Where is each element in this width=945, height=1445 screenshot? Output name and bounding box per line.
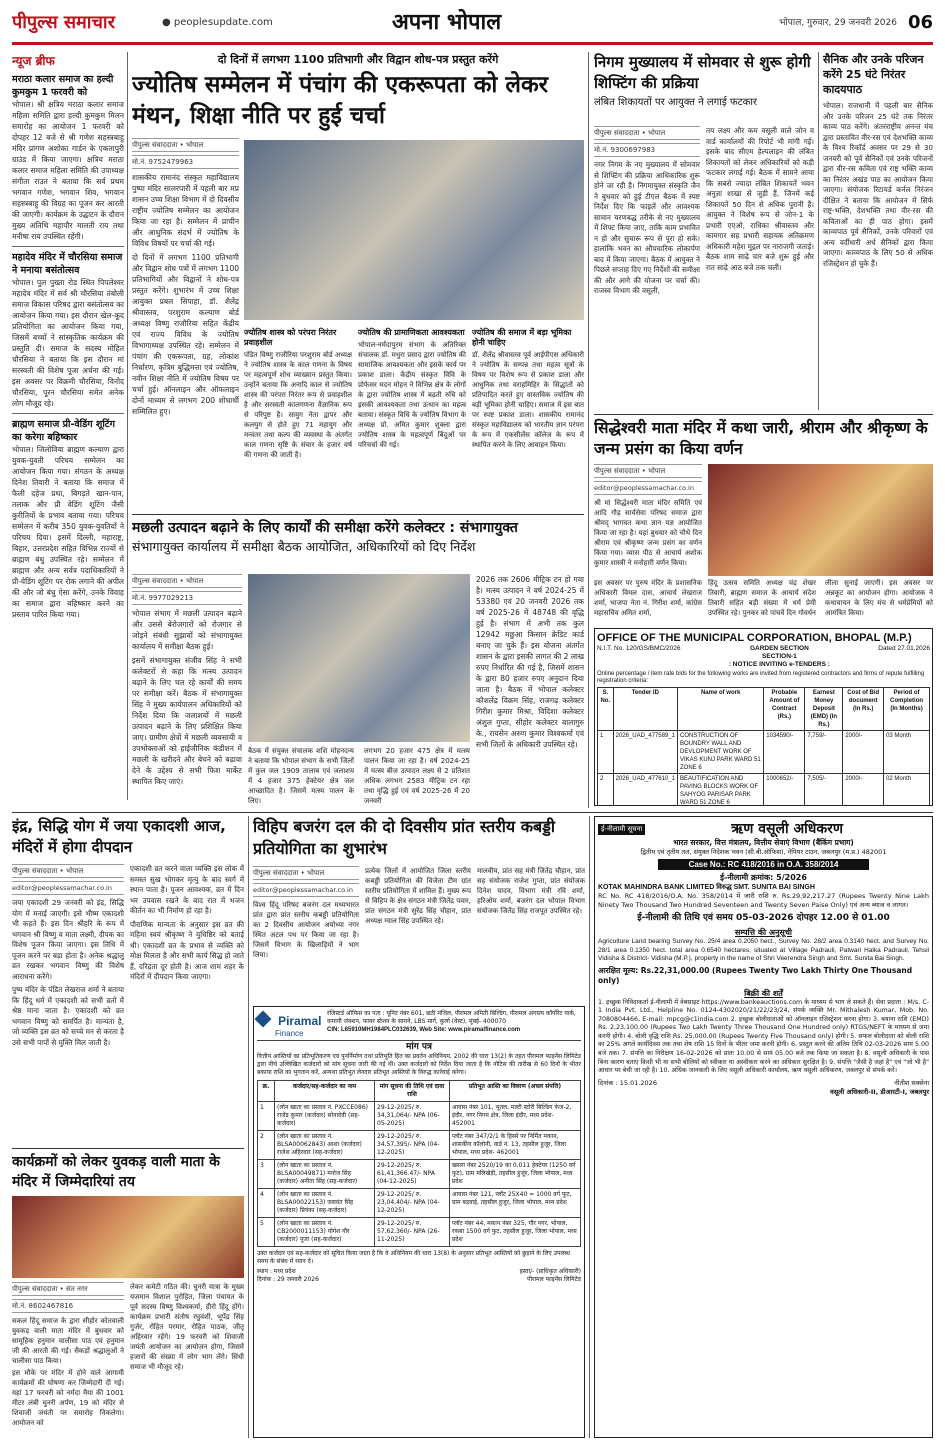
section-rule [12,812,933,813]
brief-body: भोपाल। जिलोविया ब्राह्मण कल्याण द्वारा युवक-युवती परिचय सम्मेलन का आयोजन किया गया। संगठन के अध्यक्ष दिनेश तिवारी ने बताया कि समाज में फैली दहेज प्रथा, बिगड़ते खान-पान, तलाक और प्री वेडिंग शूटिंग जैसी कुरीतियों के प्रभाव बताया गया। परिचय सम्मेलन में करीब 350 युवक-युवतियों ने परिचय दिया। इसमें दिल्ली, महाराष्ट्र, बिहार, उत्तरप्रदेश सहित विभिन्न राज्यों से ब्राह्मण बंधु उपस्थित रहे। सम्मेलन में ब्राह्मण और अन्य सर्वत्र पदाधिकारियों ने प्री-वेडिंग शूटिंग पर रोक लगाने की अपील की और जो बंधु ऐसा करेंगे, उनके विवाह का समाज द्वारा बहिष्कार करने का प्रस्ताव पारित किया गया। [12,445,124,619]
tender-col-header: Tender ID [613,688,677,731]
recovery-sale-no: ई-नीलामी क्रमांक: 5/2026 [720,873,807,882]
article-body: नगर निगम के नए मुख्यालय में सोमवार से शिफ्टिंग की प्रक्रिया आधिकारिक शुरू होने जा रही है। निगमायुक्त संस्कृति जैन ने बुधवार को हुई टीएल बैठक में स्पष्ट निर्देश दिए कि फाइलें और आवश्यक सामान चरणबद्ध तरीके से नए मुख्यालय में शिफ्ट किया जाए, ताकि काम प्रभावित न हो और सुचारू रूप से पूरा हो सके। हालांकि भवन का औपचारिक लोकार्पण बाद में किया जाएगा। बैठक में आयुक्त ने पिछले सप्ताह दिए गए निर्देशों की समीक्षा की और आगे की योजना पर चर्चा की। राजस्व विभाग की वसूली, [594,160,700,295]
recovery-bank: KOTAK MAHINDRA BANK LIMITED विरुद्ध SMT. SUNITA BAI SINGH [598,884,815,891]
photo-caption: बैठक में संयुक्त संचालक शशि मोहनदन्य ने बताया कि भोपाल संभाग के सभी जिलों में कुल जल 1909 तालाब एवं जलाशय में 4 हजार 375 हेक्टेयर क्षेत्र जल आच्छादित है। जिसमें मत्स्य पालन के लिए। [248,747,354,805]
ekadashi-col1 [12,864,124,1146]
table-row: 3 (लोन खाता का प्रस्ताव नं. BLSA00049871) मनोज सिंह (कर्जदार) अनीता सिंह (सह-कर्जदार) 29-12-2025/ रु. 61,41,366.47/- NPA (04-12-2025) खसरा नंबर 2520/19 का 0.011 हेक्टेयर (1250 वर्ग फुट), ग्राम मलिखेड़ी, तहसील हुजूर, जिला भोपाल, मध्य प्रदेश [258,1160,581,1189]
table-row: 1 (लोन खाता का प्रस्ताव नं. PXCCE086) राजेंद्र कुमार (कर्जदार) सोनादेवी (सह-कर्जदार) 29-12-2025/ रु. 34,31,064/- NPA (06-05-2025) आवास नंबर 101, भूतल, मल्टी स्टोरी बिल्डिंग फेज-2, इंदौर, नगर निगम क्षेत्र, जिला इंदौर, मध्य प्रदेश- 452001 [258,1102,581,1131]
website-link[interactable]: ● peoplesupdate.com [162,17,273,28]
email: editor@peoplessamachar.co.in [12,881,124,895]
jyotish-kicker: दो दिनों में लगभग 1100 प्रतिभागी और विद्वान शोध-पत्र प्रस्तुत करेंगे [217,53,499,66]
phone: मो.नं. 9300697983 [594,143,700,157]
conference-photo [244,140,584,320]
masthead [12,8,933,40]
jyotish-caption2 [358,324,466,510]
article-body: तय लक्ष्य और कम वसूली वाले जोन व वार्ड कार्यालयों की रिपोर्ट भी मांगी गई। इसके बाद सीएम हेल्पलाइन की लंबित शिकायतों को लेकर अधिकारियों को कड़ी फटकार लगाई गई। बैठक में सामने आया कि सबसे ज्यादा लंबित शिकायतें भवन अनुज्ञा शाखा से जुड़ी हैं, जिनमें कई शिकायतें 50 दिन से अधिक पुरानी हैं। आयुक्त ने विशेष रूप से जोन-1 के प्रभारी एएओ, राधिका श्रीवास्तव और कामगार सह प्रभारी सहायक अतिक्रमण अधिकारी महेश मुद्गल पर नाराजगी जताई। बैठक शाम साढ़े चार बजे शुरू हुई और रात साढ़े आठ बजे तक चली। [706,126,814,272]
article-body: लेकर कमेटी गठित की। चुनरी यात्रा के मुख्य यजमान विशाल पुरोहित, जिला पंचायत के पूर्व सदस्य विष्णु विश्वकर्मा, हीरो हिंदू होंगे। कार्यक्रम प्रभारी संतोष रघुवंशी, भूपेंद्र सिंह गुर्जर, रोहित परमार, रोहित पाठक, जीतू अहिरवार रहेंगे। 19 फरवरी को शिवाजी जयंती आयोजन का आयोजन होगा, जिसमें हजारों की संख्या में लोग भाग लेंगे। सिंधी समाज भी मौजूद रहे। [130,1283,244,1371]
piramal-logo: Piramal Finance [257,1010,327,1038]
article-body: प्रत्येक जिलों में आयोजित जिला स्तरीय कबड्डी प्रतियोगिता की विजेता टीम ग्रांत स्तरीय प्रतियोगिता में शामिल हैं। मुख्य रूप से विहिप के क्षेत्र संगठन मंत्री जितेंद्र पवार, प्रांत संगठन मंत्री सुरेंद्र सिंह चौहान, प्रांत अध्यक्ष ग्वाल सिंह उपस्थित रहे। [365,867,471,925]
byline: पीपुल्स संवाददाता • संत नगर [12,1282,124,1296]
kabaddi-story [253,816,585,1002]
table-row: 1 2026_UAD_477589_1 CONSTRUCTION OF BOUNDRY WALL AND DEVLOPMENT WORK OF VIKAS KUNJ PARK WARD 51 ZONE 6 1034590/- 7,759/- 2000/- 03 Month [598,731,930,774]
karyakram-col1 [12,1282,124,1438]
tender-table [597,687,930,806]
article-body: दो दिनों में लगभग 1100 प्रतिभागी और विद्वान शोध पत्रों में लगभग 1100 प्रतिभागियों और विद्वानों ने शोध-पत्र प्रस्तुत करेंगे। शुभारंभ में उच्च शिक्षा आयुक्त प्रबल सिपाहा, डॉ. शैलेंद्र श्रीवास्तव, परशुराम कल्याण बोर्ड अध्यक्ष विष्णु राजौरिया सहित केंद्रीय एवं राज्य विविध के ज्योतिष विभागाध्यक्ष उपस्थित रहे। सम्मेलन में पंचांग की एकरूपता, ग्रह, लोकांश निर्धारण, कृत्रिम बुद्धिमत्ता एवं ज्योतिष, नवीन शिक्षा नीति में ज्योतिष विषय पर चर्चा हुई। ऑनलाइन और ऑफलाइन दोनों माध्यम से लगभग 200 शोधार्थी सम्मिलित हुए। [132,253,239,416]
article-body: 2026 तक 2606 मीट्रिक टन हो गया है। मत्स्य उत्पादन ने वर्ष 2024-25 में 53380 एवं 20 जनवरी 2026 तक वर्ष 2025-26 में 48748 की वृद्धि हुई है। संभाग में अभी तक कुल 12942 मछुआ किसान क्रेडिट कार्ड बनाए जा चुके हैं। इस योजना अंतर्गत शासन के द्वारा इसकी लागत की 2 लाख रुपए निर्धारित की गई है, जिसमें शासन के द्वारा 80 हजार रुपए अनुदान दिया जाता है। बैठक में भोपाल कलेक्टर कौशलेंद्र विक्रम सिंह, राजगढ़ कलेक्टर गिरीश कुमार मिश्रा, विदिशा कलेक्टर अंशुल गुप्ता, सीहोर कलेक्टर बालागुरु के., रायसेन अरुण कुमार विश्वकर्मा एवं सभी जिलों के अधिकारी उपस्थित रहे। [476,575,584,749]
tender-col-header: S. No. [598,688,614,731]
article-body: मालवीय, प्रांत सह मंत्री जितेंद्र चौहान, प्रांत सह संयोजक राजेश गुप्ता, प्रांत संयोजक दिनेश यादव, विभाग मंत्री रवि शर्मा, हरिओम शर्मा, बजरंग दल भोपाल विभाग संयोजक जितेंद्र सिंह राजपूत उपस्थित रहे। [477,867,585,915]
ekadashi-col2 [130,864,244,1146]
katha-bottom [594,578,933,624]
article-body: भोपाल संभाग में मछली उत्पादन बढ़ाने और उससे बेरोजगारों को रोजगार से जोड़ने संबंधी सुझावों को संभागायुक्त कार्यालय में समीक्षा बैठक हुई। [132,609,242,651]
column-divider [588,52,589,808]
brief-headline: ब्राह्मण समाज प्री-वेडिंग शूटिंग का करेगा बहिष्कार [12,419,115,443]
auction-tag: ई-नीलामी सूचना [598,824,645,835]
news-brief-tag: न्यूज ब्रीफ [12,54,55,68]
piramal-date: दिनांक : 29 जनवरी 2026 [257,1276,319,1283]
piramal-address: रजिस्टर्ड ऑफिस का पता : यूनिट नंबर 601, छठी मंजिल, पीरामल अमिती बिल्डिंग, पीरामल अगस्त्य कॉर्पोरेट पार्क, कमानी जंक्शन, फायर स्टेशन के सामने, LBS मार्ग, कुर्ला (वेस्ट), मुंबई- 400070 [327,1010,576,1025]
byline: पीपुल्स संवाददाता • भोपाल [132,574,242,588]
tender-intro: Online percentage / item rate bids for the following works are invited from registered contractors and firms of repute fulfilling registration criteria: [597,671,925,684]
piramal-logo-icon [255,1011,272,1028]
phone: मो.नं. 9752479963 [132,155,239,169]
jyotish-headline: ज्योतिष सम्मेलन में पंचांग की एकरूपता को लेकर मंथन, शिक्षा नीति पर हुई चर्चा [132,72,549,129]
recovery-subtitle: भारत सरकार, वित्त मंत्रालय, वित्तीय सेवाएं विभाग (बैंकिंग प्रभाग) [673,838,854,847]
fish-col3 [476,574,584,808]
column-divider [127,52,128,800]
caption-body: पंडित विष्णु राजौरिया परशुराम बोर्ड अध्यक्ष ने ज्योतिष शास्त्र के काल गणना के विषय पर महत्वपूर्ण शोध व्याख्यान प्रस्तुत किया। उन्होंने बताया कि अनादि काल से ज्योतिष शास्त्र की परंपरा निरंतर रूप से प्रवाहशील है और सरस्वती कालगणना वैज्ञानिक रूप से परिपुष्ट है। सायुग नेता द्वापर और कलयुग से होते हुए 71 महायुग और मन्वंतर तथा कल्प की व्यवस्था के अंतर्गत काल गणना सृष्टि के संचार के हजार वर्ष की गणना की जाती है। [244,351,352,459]
phone: मो.नं. 9977029213 [132,591,242,605]
recovery-address: द्वितीय एवं तृतीय तल, संयुक्त निदेशक भवन (सी.बी.ऑफिस), नेपियर टाउन, जबलपुर (म.प्र.) 482001 [640,848,887,856]
property-description: Agriculture Land bearing Survey No. 25/4 area 0.2050 hect., Survey No. 28/2 area 0.3140 hect. and Survey No. 28/1 area 0.1350 hect. total area 0.6540 hectares, situated at Village Padrauli, Patwari Halka Padrauli, Tehsil Vidisha & District- Vidisha (M.P.), property in the name of Shri Veerendra Singh and Smt. Sunita Bai Singh. [598,938,929,962]
table-row: 4 (लोन खाता का प्रस्ताव नं. BLSA00022153) जसवंत सिंह (कर्जदार) प्रियंका (सह-कर्जदार) 29-12-2025/ रु. 23,04,404/- NPA (04-12-2025) आवास नंबर 121, प्लॉट 25X40 = 1000 वर्ग फुट, ग्राम बड़वाई, तहसील हुजूर, जिला भोपाल, मध्य प्रदेश [258,1189,581,1218]
recovery-signatory-name: नीतीश सक्सेना [894,1078,929,1087]
sainik-headline: सैनिक और उनके परिजन करेंगे 25 घंटे निरंतर कादयपाठ [823,53,924,96]
caption-body: भोपाल-नर्मदापुरम संभाग के अतिरिक्त संचालक डॉ. मधुरा प्रसाद द्वारा ज्योतिष की सामाजिक आवश्यकता और इसके कार्य पर प्रकाश डाला। केंद्रीय संस्कृत विवि के प्रोफेसर मदन मोहन ने विभिन्न क्षेत्र के लोगों के द्वारा ज्योतिष शास्त्र में बढ़ती रुचि को इसकी आवश्यकता तथा उत्थान का महत्व बताया। संस्कृत विधि के ज्योतिष विभाग के अध्यक्ष प्रो. अमित कुमार शुक्ला द्वारा ज्योतिष शास्त्र के महत्वपूर्ण बिंदुओं पर परिचर्चा की गई। [358,341,466,449]
article-body: शासकीय रामानंद संस्कृत महाविद्यालय पुष्पा मंदिर सालरपारी में पहली बार मप्र शासन उच्च शिक्षा विभाग में दो दिवसीय राष्ट्रीय ज्योतिष सम्मेलन का आयोजन किया जा रहा है। सम्मेलन में प्राचीन और आधुनिक संदर्भ में ज्योतिष के विविध विषयों पर चर्चा की गई। [132,173,239,248]
kabaddi-col2 [365,866,471,1002]
byline: पीपुल्स संवाददाता • भोपाल [594,464,702,478]
nigam-subheadline: लंबित शिकायतों पर आयुक्त ने लगाई फटकार [594,97,758,108]
property-title: सम्पत्ति की अनुसूची [734,928,792,937]
brief-item [12,73,124,242]
section-rule [594,414,933,415]
dateline: भोपाल, गुरुवार, 29 जनवरी 2026 [779,18,897,28]
kabaddi-col1 [253,866,359,1002]
article-body: जया एकादशी 29 जनवरी को इंद्र, सिद्धि योग में मनाई जाएगी। इसे भीष्म एकादशी भी कहते हैं। इस दिन श्रीहरि के रूप में भगवान श्री विष्णु व माता लक्ष्मी, दीपक का विशेष पूजन किया जाएगा। इस तिथि में पूजन करने पर बड़ा होता है। अनेक श्रद्धालु व्रत रखकर भगवान विष्णु की विशेष आराधना करेंगे। [12,898,124,981]
tender-notice [594,628,933,806]
masthead-rule [12,42,933,45]
recovery-amount: RC No. RC 418/2016/O.A. No. 358/2014 में जारी राशि रु. Rs.29,92,217.27 (Rupees Twenty Nine Lakh Ninety Two Thousand Two Hundred Seventeen and Twenty Seven Paise Only) एवं अन्य ब्याज व लागत। [598,892,929,909]
piramal-title: मांग पत्र [406,1042,432,1052]
karyakram-headline: कार्यक्रमों को लेकर युवकड़ वाली माता के मंदिर में जिम्मेदारियां तय [12,1154,220,1190]
recovery-title: ऋण वसूली अधिकरण [731,821,844,837]
tender-nit: N.I.T. No. 120/GS/BMC/2026 [597,645,681,652]
tender-col-header: Name of work [678,688,764,731]
column-divider [589,816,590,1438]
tender-section: GARDEN SECTION [749,645,809,652]
byline: पीपुल्स संवाददाता • भोपाल [132,138,239,152]
phone: मो.नं. 8602467816 [12,1299,124,1313]
piramal-place: स्थान : मध्य प्रदेश [257,1268,296,1275]
karyakram-story [12,1152,244,1438]
article-body: पौराणिक मान्यता के अनुसार इस व्रत की महिमा स्वयं श्रीकृष्ण ने युधिष्ठिर को बताई थी। एकादशी व्रत के प्रभाव से व्यक्ति को मोक्ष मिलता है और सभी कार्य सिद्ध हो जाते हैं, दरिद्रता दूर होती है। आज शाम शहर के मंदिरों में दीपदान किया जाएगा। [130,919,244,981]
recovery-signatory: वसूली अधिकारी-II, डीआरटी-I, जबलपुर [830,1087,929,1096]
fish-col1 [132,574,242,808]
piramal-signatory: पीरामल फाइनेंस लिमिटेड [527,1276,581,1283]
fish-story [132,518,584,808]
recovery-case: Case No.: RC 418/2016 in O.A. 358/2014 [658,859,869,870]
table-row: 5 (लोन खाता का प्रस्ताव नं. CB2000011153) योगेश गौर (कर्जदार) पूजा (सह-कर्जदार) 29-12-2025/ रु. 57,62,360/- NPA (26-11-2025) प्लॉट नंबर 44, मकान नंबर 325, गौर नगर, भोपाल, रकबा 1500 वर्ग फुट, तहसील हुजूर, जिला भोपाल, मध्य प्रदेश [258,1218,581,1247]
tender-date: Dated 27.01.2026 [878,645,930,652]
column-divider [818,52,819,410]
tender-section2: SECTION-1 [762,653,797,660]
dn-col-header: कर्जदार/सह-कर्जदार का नाम [275,1081,375,1102]
katha-headline: सिद्धेश्वरी माता मंदिर में कथा जारी, श्रीराम और श्रीकृष्ण के जन्म प्रसंग का किया वर्णन [594,419,928,458]
section-rule [12,1148,244,1149]
brief-item [12,418,124,620]
email: editor@peoplessamachar.co.in [253,883,359,897]
jyotish-caption3 [472,324,584,510]
brief-body: भोपाल। श्री क्षत्रिय मराठा कलार समाज महिला समिति द्वारा हल्दी कुमकुम मिलन समारोह का आयोजन 1 फरवरी को दोपहर 12 बजे से श्री गणेश सहस्त्रबाहु मंदिर प्रांगण अशोका गार्डन के एकतापुरी ग्राउंड में किया जाएगा। क्षत्रिय मराठा कलार समाज महिला समिति की उपाध्यक्ष संगीता राउत ने बताया कि सर्व प्रथम भगवान गणेश, भगवान शिव, भगवान सहस्त्रबाहु की विग्रह का पूजन कर आरती की जाएगी। कार्यक्रम के उद्घाटन के दौरान मुख्य अतिथि महापौर मालती राय तथा मनीषा राय उपस्थित रहेंगी। [12,100,124,241]
nigam-headline: निगम मुख्यालय में सोमवार से शुरू होगी शिफ्टिंग की प्रक्रिया [594,53,811,92]
tender-col-header: Earnest Money Deposit (EMD) (In Rs.) [805,688,843,731]
brief-item [12,251,124,409]
logo-text: पीपुल्स समाचार [12,12,115,33]
dn-col-header: प्रतिभूत आस्ति का विवरण (अचल संपत्ति) [450,1081,581,1102]
article-body: लीला सुनाई जाएगी। इस अवसर पर अन्नकूट का आयोजन होगा। आयोजक ने कथावाचन के लिए मंच से धर्मप्रेमियों को आमंत्रित किया। [825,579,933,617]
terms-title: बिक्री की शर्तें [744,988,783,998]
article-body: इसमें संभागायुक्त संजीव सिंह ने सभी कलेक्टरों से कहा कि मत्स्य उत्पादन बढ़ाने के लिए चल रहे कार्यों की समय पर समीक्षा करें। बैठक में संभागायुक्त सिंह ने मुख्य कार्यपालन अधिकारियों को निर्देश दिया कि जलाशयों में मछली उत्पादन बढ़ाने के लिए प्रशिक्षित किया जाए। ग्रामीण क्षेत्रों में मछली व्यवसायी व उपभोक्ताओं को हाईजीनिक कंडीशन में मछली के खरीदने और बेचने को बढ़ावा देने के उद्देश्य से सभी फिश मार्केट स्थापित किए जाएं। [132,656,242,786]
dn-col-header: क्र. [258,1081,275,1102]
demand-notice-table [257,1080,581,1247]
reserve-price: आरक्षित मूल्य: Rs.22,31,000.00 (Rupees Twenty Two Lakh Thirty One Thousand only) [598,965,913,985]
article-body: श्री मां सिद्धेश्वरी माता मंदिर समिति एवं आदि गौड़ सार्वसेवा परिषद समाज द्वारा श्रीमद् भागवत कथा ज्ञान यज्ञ आयोजित किया जा रहा है। यहां बुधवार को चौथे दिन श्रीराम एवं श्रीकृष्ण जन्म प्रसंग का वर्णन किया गया। व्यास पीठ से आचार्य अशोक कुमार शास्त्री ने मनोहारी वर्णन किया। [594,499,702,567]
article-body: लगभग 20 हजार 475 क्षेत्र में मत्स्य पालन किया जा रहा है। वर्ष 2024-25 में मत्स्य बीज उत्पादन लक्ष्य से 2 प्रतिशत अधिक लगभग 2583 मीट्रिक टन रहा तथा वृद्धि हुई एवं वर्ष 2025-26 में 20 जनवरी [364,747,470,805]
table-row: 2 (लोन खाता का प्रस्ताव नं. BLSA00062843) आशा (कर्जदार) राजेश अहिरवार (सह-कर्जदार) 29-12-2025/ रु. 34,57,395/- NPA (04-12-2025) प्लॉट नंबर 347/2/1 के हिस्से पर निर्मित मकान, शासकीय कॉलोनी, वार्ड नं. 13, तहसील हुजूर, जिला भोपाल, मध्य प्रदेश- 462001 [258,1131,581,1160]
piramal-intro: वित्तीय आस्तियों का प्रतिभूतिकरण एवं पुनर्निर्माण तथा प्रतिभूति हित का प्रवर्तन अधिनियम, 2002 की धारा 13(2) के तहत पीरामल फाइनेंस लिमिटेड द्वारा नीचे उल्लिखित कर्जदारों को मांग सूचना जारी की गई थी। उक्त कर्जदारों को निर्देश दिया जाता है कि नोटिस की तारीख से 60 दिनों के भीतर बकाया राशि का भुगतान करें, अन्यथा प्रतिभूत लेनदार प्रतिभूत आस्तियों के विरुद्ध कार्रवाई करेगा। [257,1053,581,1076]
karyakram-col2 [130,1282,244,1438]
article-body: पुष्प मंदिर के पंडित लेखराज शर्मा ने बताया कि हिंदू धर्म में एकादशी को सभी व्रतों में श्रेष्ठ माना जाता है। एकादशी को व्रत भगवान विष्णु को समर्पित है। मान्यता है, जो व्यक्ति इस व्रत को सच्चे मन से करता है उसे सभी पापों से मुक्ति मिल जाती है। [12,985,124,1047]
ekadashi-headline: इंद्र, सिद्धि योग में जया एकादशी आज, मंदिरों में होगा दीपदान [12,817,226,856]
kabaddi-headline: विहिप बजरंग दल की दो दिवसीय प्रांत स्तरीय कबड्डी प्रतियोगिता का शुभारंभ [253,817,556,858]
recovery-notice [594,816,933,1438]
recovery-sign-date: दिनांक : 15.01.2026 [598,1078,657,1087]
column-divider [248,816,249,1438]
article-body: सकल हिंदू समाज के द्वारा सीहोर कोतवाली युवकड़ वाली माता मंदिर में बुधवार को सामूहिक हनुमान चालीसा पाठ एवं हनुमान जी की आरती की गई। सैकड़ों श्रद्धालुओं ने चालीसा पाठ किया। [12,1317,124,1365]
sainik-story [823,52,933,412]
piramal-signatory: हस्ता/- (प्राधिकृत अधिकारी) [519,1268,581,1275]
caption-title: ज्योतिष की समाज में बड़ा भूमिका होनी चाहिए [472,328,572,347]
brief-headline: महादेव मंदिर में चौरसिया समाज ने मनाया बसंतोत्सव [12,252,123,276]
page-number: 06 [907,12,933,33]
fish-subheadline: संभागायुक्त कार्यालय में समीक्षा बैठक आयोजित, अधिकारियों को दिए निर्देश [132,539,476,554]
brief-body: भोपाल। पुल पुख्ता रोड स्थित पिपलेश्वर महादेव मंदिर में सर्व श्री चौरसिया तंबोली समाज विकास परिषद द्वारा बसंतोत्सव का आयोजन किया गया। इस दौरान खेल-कूद प्रतियोगिता का आयोजन किया गया, जिसमें बच्चों ने सांस्कृतिक कार्यक्रम की प्रस्तुति दी। समाज के सदस्य मोहित चौरसिया ने बताया कि इस दौरान मां सरस्वती की विशेष पूजा अर्चना की गई। इस अवसर पर विक्रमी चौरसिया, विनोद चौरसिया, पूरन चौरसिया समेत अनेक लोग मौजूद रहे। [12,278,124,408]
article-body: इस अवसर पर पुरुष मंदिर के प्रशासनिक अधिकारी विमल दास, आचार्य लेखराज शर्मा, भाजपा नेता नं. गिरीश शर्मा, कांग्रेस महासचिव अमित शर्मा, [594,579,702,617]
section-rule [132,514,584,515]
section-title: अपना भोपाल [392,10,502,35]
byline: पीपुल्स संवाददाता • भोपाल [594,126,700,140]
nigam-col1 [594,126,700,412]
caption-title: ज्योतिष की प्रामाणिकता आवश्यकता [358,328,465,337]
auction-terms: 1. इच्छुक निविदाकर्ता ई-नीलामी में वेबसाइट https://www.bankeauctions.com के माध्यम से भाग ले सकते हैं। सेवा प्रदाता : M/s. C-1 India Pvt. Ltd., Helpline No. 0124-4302020/21/22/23/24, संपर्क व्यक्ति Mr. Mithalesh Kumar, Mob. No. 7080804466, E-mail: mpcg@c1india.com 2. इच्छुक बोलीदाताओं को ऑनलाइन रजिस्ट्रेशन करना होगा। 3. बयाना राशि (EMD) Rs. 2,23,100.00 (Rupees Two Lakh Twenty Three Thousand One Hundred only) RTGS/NEFT के माध्यम से जमा करनी होगी। 4. बोली वृद्धि राशि Rs. 25,000.00 (Rupees Twenty Five Thousand only) होगी। 5. सफल बोलीदाता को बोली राशि का 25% अगले कार्यदिवस तक तथा शेष राशि 15 दिनों के भीतर जमा करनी होगी। 6. प्रस्तुत करने की अंतिम तिथि 02-03-2026 सायं 5.00 बजे तक। 7. संपत्ति का निरीक्षण 16-02-2026 को प्रातः 10.00 से सायं 05.00 बजे तक किया जा सकता है। 8. वसूली अधिकारी के पास बिना कारण बताए किसी भी या सभी बोलियों को स्वीकार या अस्वीकार करने का अधिकार सुरक्षित है। 9. संपत्ति "जैसी है जहां है" एवं "जो भी है" आधार पर बेची जा रही है। 10. अधिक जानकारी के लिए वसूली अधिकारी कार्यालय, ऋण वसूली अधिकरण, जबलपुर से संपर्क करें। [598,998,929,1075]
byline: पीपुल्स संवाददाता • भोपाल [253,866,359,880]
piramal-cin: CIN: L65910MH1984PLC032639, Web Site: www.piramalfinance.com [327,1027,521,1033]
tender-col-header: Probable Amount of Contract (Rs.) [764,688,805,731]
kabaddi-col3 [477,866,585,1002]
byline: पीपुल्स संवाददाता • भोपाल [12,864,124,878]
jyotish-story [132,52,584,510]
article-body: इस मौके पर मंदिर में होने वाले आगामी कार्यक्रमों की घोषणा कर जिम्मेदारी दी गई। यहां 17 फरवरी को नर्मदा मैया की 1001 मीटर लंबी चुनरी अर्पण, 19 को मंदिर से शिवाजी जयंती पर समारोह निकलेगा। आयोजन को [12,1369,124,1427]
meeting-photo [248,574,470,742]
temple-photo [12,1196,244,1278]
katha-photo [708,464,933,576]
ekadashi-story [12,816,244,1146]
globe-icon: ● [162,17,171,28]
jyotish-caption1 [244,324,352,510]
piramal-notice [253,1006,585,1438]
fish-headline: मछली उत्पादन बढ़ाने के लिए कार्यों की समीक्षा करेंगे कलेक्टर : संभागायुक्त [132,520,518,536]
email: editor@peoplessamachar.co.in [594,481,702,495]
fish-caption-area [248,746,470,808]
dn-col-header: मांग सूचना की तिथि एवं दावा राशि [375,1081,450,1102]
brief-headline: मराठा कलार समाज का हल्दी कुमकुम 1 फरवरी को [12,74,114,98]
auction-date: ई-नीलामी की तिथि एवं समय 05-03-2026 दोपहर 12.00 से 01.00 [637,913,890,923]
katha-story [594,418,933,624]
article-body: एकादशी व्रत करने वाला व्यक्ति इस लोक में समस्त सुख भोगकर मृत्यु के बाद स्वर्ग में स्थान पाता है। पूजन आवश्यक, व्रत में दिन भर उपवास रखने के बाद रात में भजन कीर्तन का भी निर्माण हो रहा है। [130,864,244,915]
jyotish-col1 [132,138,239,510]
piramal-note: उक्त कर्जदार एवं सह-कर्जदार को सूचित किया जाता है कि वे अधिनियम की धारा 13(8) के अनुसार प्रतिभूत आस्तियों को छुड़ाने के लिए उपलब्ध समय के संबंध में ध्यान दें। [257,1250,570,1265]
nigam-col2 [706,126,814,412]
caption-body: डॉ. शैलेंद्र श्रीवास्तव पूर्व आईपीएस अधिकारी ने ज्योतिष के सम्पन्न तथा महत्व सूत्रों के विषय पर विशेष रूप से प्रकाश डाला और आधुनिक तथा वराहमिहिर के सिद्धांतों को प्रतिपादित करते हुए वास्तविक ज्योतिष की बड़ी भूमिका होनी चाहिए। समाज में इस बात पर स्पष्ट प्रकाश डाला। शासकीय रामानंद संस्कृत महाविद्यालय को भारतीय ज्ञान परंपरा के रूप में एकसीलेंस कॉलेज के रूप में स्थापित करने के लिए आवाहन किया। [472,351,584,449]
table-row: 2 2026_UAD_477610_1 BEAUTIFICATION AND PAVING BLOCKS WORK OF SAHYOG PARISAR PARK WARD 51 ZONE 6 1000652/- 7,505/- 2000/- 02 Month [598,774,930,807]
photo-caption: हिंदू उत्सव समिति अध्यक्ष चंद्र शेखर तिवारी, ब्राह्मण समाज के आचार्य संदेश तिवारी सहित बड़ी संख्या में धर्म प्रेमी उपस्थित रहे। पुनकर को पांचवें दिन गोवर्धन [708,579,816,617]
news-brief-column [12,52,124,800]
tender-col-header: Period of Completion (In Months) [884,688,930,731]
newspaper-logo [12,8,162,38]
tender-col-header: Cost of Bid document (In Rs.) [843,688,884,731]
caption-title: ज्योतिष शास्त्र को परंपरा निरंतर प्रवाहशील [244,328,337,347]
article-body: भोपाल। राजधानी में पहली बार सैनिक और उनके परिजन 25 घंटे तक निरंतर काव्य पाठ करेंगे। अंतरराष्ट्रीय अनन्त मंच द्वारा प्रस्तावित वीर-रस एवं देशभक्ति काव्य के विश्व रिकॉर्ड अवसर पर 29 से 30 जनवरी को पूर्व सैनिकों एवं उनके परिजनों द्वारा वीर-रस कविता एवं राष्ट्र भक्ति काव्य का निरंतर अखंड पाठ का आयोजन किया जाएगा। संयोजक रिटायर्ड कर्नल निरंजन दीक्षित ने बताया कि आयोजन में सिर्फ राष्ट्र-भक्ति, देशभक्ति तथा वीर-रस की कविताओं का ही पाठ होगा। इसमें काव्यपाठ पूर्व सैनिकों, उनके परिवारों एवं अन्य वर्दीधारी अर्ध सैनिकों द्वारा किया जाएगा। काव्यपाठ के लिए 50 से अधिक रजिस्ट्रेशन हो चुके हैं। [823,101,933,268]
nigam-story [594,52,814,412]
tender-title: OFFICE OF THE MUNICIPAL CORPORATION, BHOPAL (M.P.) [597,632,912,644]
article-body: विश्व हिंदू परिषद बजरंग दल मध्यभारत प्रांत द्वारा प्रांत स्तरीय कबड्डी प्रतियोगिता का 2 दिवसीय आयोजन अयोध्या नगर स्थित अटल पथ पर किया जा रहा है। जिसमें विभाग के खिलाड़ियों ने भाग लिया। [253,901,359,959]
tender-notice-label: : NOTICE INVITING e-TENDERS : [728,661,830,668]
